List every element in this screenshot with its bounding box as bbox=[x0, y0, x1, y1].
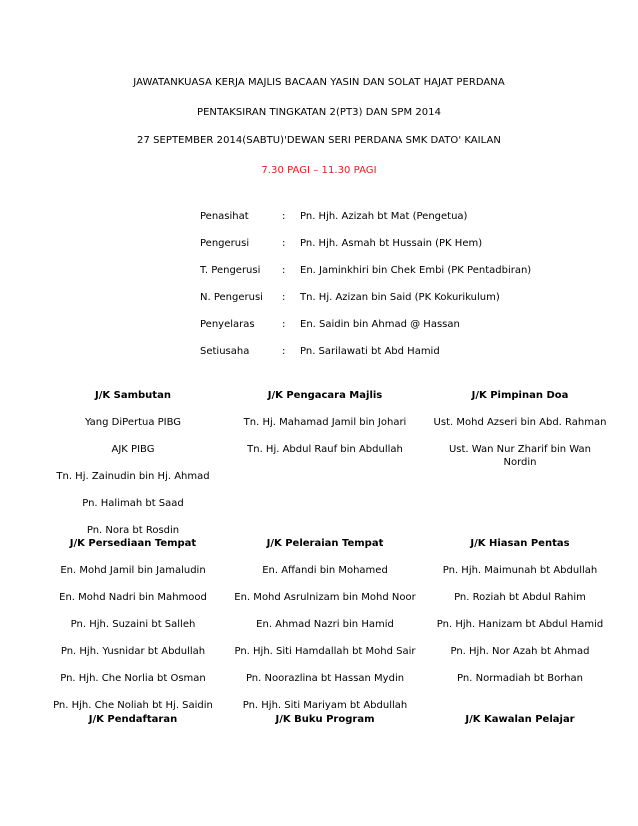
committee-member: Pn. Hjh. Suzaini bt Salleh bbox=[70, 619, 196, 630]
committee-member: AJK PIBG bbox=[111, 444, 155, 455]
committee-pimpinan-doa bbox=[432, 389, 608, 483]
committee-member: Pn. Hjh. Maimunah bt Abdullah bbox=[442, 565, 598, 576]
officer-name: En. Jaminkhiri bin Chek Embi (PK Pentadbiran) bbox=[300, 265, 532, 276]
officer-role: Pengerusi bbox=[200, 238, 250, 249]
committee-title: J/K Persediaan Tempat bbox=[69, 538, 197, 549]
committee-sambutan bbox=[52, 389, 214, 551]
committee-title: J/K Pengacara Majlis bbox=[267, 390, 383, 401]
officer-role: T. Pengerusi bbox=[200, 265, 261, 276]
committee-hiasan-pentas bbox=[432, 537, 608, 699]
officer-row bbox=[200, 210, 620, 237]
committee-member: En. Affandi bin Mohamed bbox=[262, 565, 388, 576]
officer-separator: : bbox=[282, 319, 286, 330]
officer-separator: : bbox=[282, 211, 286, 222]
committee-member: En. Ahmad Nazri bin Hamid bbox=[256, 619, 394, 630]
officer-name: Pn. Hjh. Azizah bt Mat (Pengetua) bbox=[300, 211, 468, 222]
committee-peleraian-tempat bbox=[227, 537, 423, 726]
committee-member: Pn. Halimah bt Saad bbox=[82, 498, 184, 509]
committee-member: Yang DiPertua PIBG bbox=[84, 417, 182, 428]
officer-role: N. Pengerusi bbox=[200, 292, 263, 303]
committee-buku-program bbox=[227, 713, 423, 740]
committee-row-1 bbox=[52, 389, 608, 537]
committee-member: Tn. Hj. Zainudin bin Hj. Ahmad bbox=[56, 471, 210, 482]
committee-row-3 bbox=[52, 713, 608, 743]
committee-member: En. Mohd Nadri bin Mahmood bbox=[59, 592, 207, 603]
officer-separator: : bbox=[282, 292, 286, 303]
officer-role: Penyelaras bbox=[200, 319, 255, 330]
committee-member: Pn. Hjh. Siti Hamdallah bt Mohd Sair bbox=[234, 646, 416, 657]
committee-member: En. Mohd Jamil bin Jamaludin bbox=[60, 565, 206, 576]
doc-title: JAWATANKUASA KERJA MAJLIS BACAAN YASIN DAN SOLAT HAJAT PERDANA bbox=[133, 77, 505, 88]
officer-row bbox=[200, 345, 620, 372]
committee-title: J/K Kawalan Pelajar bbox=[465, 714, 575, 725]
committee-member: Pn. Hjh. Hanizam bt Abdul Hamid bbox=[436, 619, 604, 630]
committee-title: J/K Hiasan Pentas bbox=[470, 538, 570, 549]
committee-member: Pn. Hjh. Nor Azah bt Ahmad bbox=[450, 646, 590, 657]
committee-member: Pn. Normadiah bt Borhan bbox=[457, 673, 583, 684]
committee-member: Pn. Noorazlina bt Hassan Mydin bbox=[245, 673, 405, 684]
committee-pengacara-majlis bbox=[227, 389, 423, 470]
committee-member: En. Mohd Asrulnizam bin Mohd Noor bbox=[234, 592, 416, 603]
officer-name: Tn. Hj. Azizan bin Said (PK Kokurikulum) bbox=[300, 292, 500, 303]
officer-row bbox=[200, 318, 620, 345]
committee-kawalan-pelajar bbox=[432, 713, 608, 740]
officer-row bbox=[200, 291, 620, 318]
committee-title: J/K Sambutan bbox=[95, 390, 171, 401]
officer-separator: : bbox=[282, 346, 286, 357]
committee-member: Tn. Hj. Abdul Rauf bin Abdullah bbox=[247, 444, 403, 455]
committee-member: Pn. Roziah bt Abdul Rahim bbox=[454, 592, 586, 603]
committee-member: Pn. Hjh. Yusnidar bt Abdullah bbox=[60, 646, 206, 657]
committee-member: Ust. Wan Nur Zharif bin Wan Nordin bbox=[448, 444, 592, 468]
committee-title: J/K Peleraian Tempat bbox=[266, 538, 384, 549]
officer-row bbox=[200, 237, 620, 264]
officer-separator: : bbox=[282, 265, 286, 276]
officer-name: Pn. Hjh. Asmah bt Hussain (PK Hem) bbox=[300, 238, 483, 249]
committee-title: J/K Pendaftaran bbox=[88, 714, 178, 725]
committee-member: Pn. Hjh. Siti Mariyam bt Abdullah bbox=[242, 700, 408, 711]
officer-role: Setiusaha bbox=[200, 346, 250, 357]
officer-separator: : bbox=[282, 238, 286, 249]
committee-member: Tn. Hj. Mahamad Jamil bin Johari bbox=[243, 417, 407, 428]
committee-member: Pn. Hjh. Che Norlia bt Osman bbox=[60, 673, 206, 684]
doc-subtitle: PENTAKSIRAN TINGKATAN 2(PT3) DAN SPM 2014 bbox=[196, 107, 442, 118]
committee-persediaan-tempat bbox=[52, 537, 214, 726]
officer-name: En. Saidin bin Ahmad @ Hassan bbox=[300, 319, 460, 330]
committee-title: J/K Pimpinan Doa bbox=[471, 390, 569, 401]
officer-role: Penasihat bbox=[200, 211, 249, 222]
committee-row-2 bbox=[52, 537, 608, 713]
doc-date-venue: 27 SEPTEMBER 2014(SABTU)'DEWAN SERI PERDANA SMK DATO' KAILAN bbox=[137, 135, 501, 146]
committee-member: Pn. Nora bt Rosdin bbox=[86, 525, 180, 536]
committee-member: Pn. Hjh. Che Noliah bt Hj. Saidin bbox=[53, 700, 213, 711]
committees-grid bbox=[52, 389, 608, 743]
committee-pendaftaran bbox=[52, 713, 214, 740]
officer-name: Pn. Sarilawati bt Abd Hamid bbox=[300, 346, 440, 357]
doc-time: 7.30 PAGI – 11.30 PAGI bbox=[261, 165, 377, 176]
committee-member: Ust. Mohd Azseri bin Abd. Rahman bbox=[433, 417, 607, 428]
officer-row bbox=[200, 264, 620, 291]
officers-list bbox=[200, 210, 620, 372]
committee-title: J/K Buku Program bbox=[275, 714, 375, 725]
